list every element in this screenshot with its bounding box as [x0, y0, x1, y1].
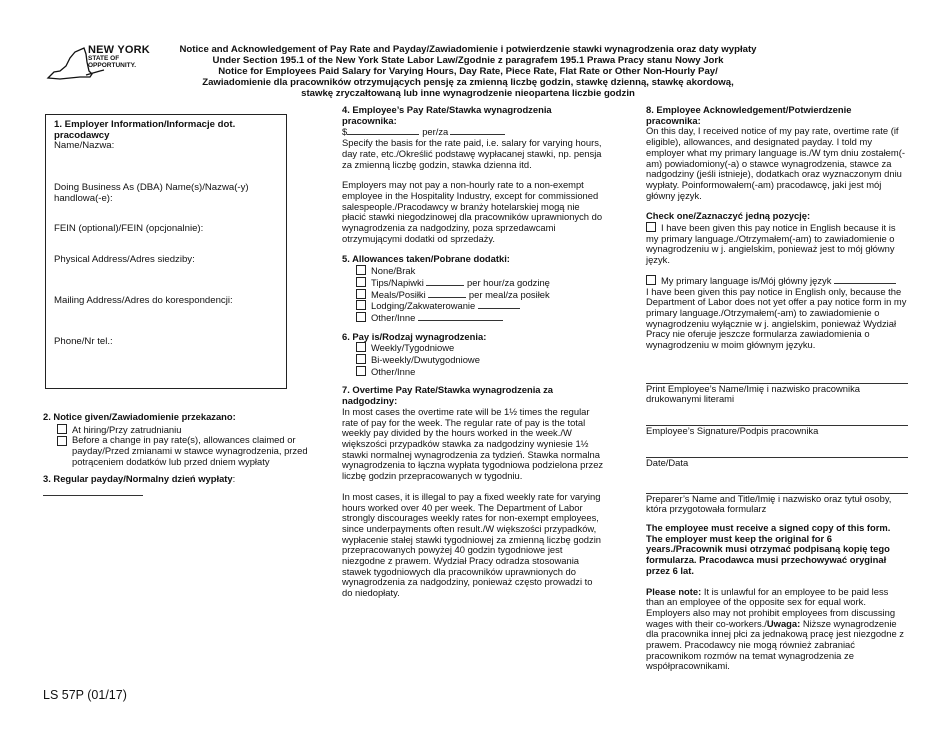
pay-biweekly-checkbox[interactable]	[356, 354, 366, 364]
acknowledgement-title: 8. Employee Acknowledgement/Potwierdzenie pracownika:	[646, 104, 852, 126]
allowance-none-checkbox[interactable]	[356, 265, 366, 275]
allowance-other-label: Other/Inne	[371, 311, 416, 323]
regular-payday-title: 3. Regular payday/Normalny dzień wypłaty	[43, 473, 233, 484]
at-hiring-checkbox[interactable]	[57, 424, 67, 434]
name-field[interactable]: Name/Nazwa:	[54, 140, 115, 151]
please-note-text: It is unlawful for an employee to be paid less than an employee of the opposite sex for equal work. Employers also may not prohibit employees from discussing wages with their co-workers./	[646, 585, 896, 629]
header-line: Notice for Employees Paid Salary for Varying Hours, Day Rate, Piece Rate, Flat Rate or Other Non-Hourly Pay/	[218, 66, 718, 77]
meals-amount-input[interactable]	[428, 289, 466, 298]
pay-rate-title: 4. Employee’s Pay Rate/Stawka wynagrodzenia pracownika:	[342, 104, 552, 126]
allowance-lodging-label: Lodging/Zakwaterowanie	[371, 300, 476, 312]
header-line: Zawiadomienie dla pracowników otrzymujących pensję za zmienną liczbę godzin, stawkę dzienną, stawkę akordową,	[202, 77, 734, 88]
pay-other-checkbox[interactable]	[356, 366, 366, 376]
other-language-checkbox[interactable]	[646, 275, 656, 285]
per-label: per/za	[422, 126, 449, 138]
mailing-address-field[interactable]: Mailing Address/Adres do korespondencji:	[54, 295, 233, 306]
pay-weekly-label: Weekly/Tygodniowe	[371, 342, 455, 354]
dollar-sign: $	[342, 126, 348, 138]
logo-state-of: STATE OF	[88, 55, 120, 62]
check-one-title: Check one/Zaznaczyć jedną pozycję:	[646, 210, 811, 222]
allowance-lodging-checkbox[interactable]	[356, 300, 366, 310]
pay-weekly-checkbox[interactable]	[356, 342, 366, 352]
allowance-meals-label: Meals/Posiłki	[371, 288, 426, 300]
overtime-title: 7. Overtime Pay Rate/Stawka wynagrodzenia za nadgodziny:	[342, 384, 554, 407]
date-label: Date/Data	[646, 456, 689, 468]
allowance-tips-checkbox[interactable]	[356, 277, 366, 287]
signature-label: Employee’s Signature/Podpis pracownika	[646, 425, 819, 437]
meals-rate-label: per meal/za posiłek	[468, 288, 550, 300]
phone-field[interactable]: Phone/Nr tel.:	[54, 336, 113, 347]
employer-info-title: 1. Employer Information/Informacje dot. pracodawcy	[54, 119, 236, 141]
other-language-text: I have been given this pay notice in English only, because the Department of Labor does not yet offer a pay notice form in my primary language./Otrzymałem(-am) to zawiadomienie o wynagrodzeniu wyłącznie w j. angielskim, ponieważ Wydział Pracy nie oferuje jeszcze formularza zawiadomienia o wynagrodzeniu w moim głównym języku.	[646, 285, 907, 351]
pay-rate-input[interactable]	[347, 126, 419, 135]
hospitality-note: Employers may not pay a non-hourly rate to a non-exempt employee in the Hospitality Industry, except for commissioned salespeople./Pracodawcy w branży hotelarskiej mogą nie płacić stawki niegodzinowej dla pracowników uprawnionych do wynagrodzenia za nadgodziny, poza sprzedawcami otrzymującymi dodatki od sprzedaży.	[342, 179, 603, 244]
form-header	[178, 44, 758, 99]
overtime-paragraph-2: In most cases, it is illegal to pay a fixed weekly rate for varying hours worked over 40 per week. The Department of Labor strongly discourages weekly rates for non-exempt employees, since underpayments often result./W większości przypadków, wypłacenie stałej stawki tygodniowej za zmienną liczbę godzin przepracowanych powyżej 40 godzin tygodniowe jest niezgodne z prawem. Wydział Pracy odradza stosowania stawek tygodniowych dla pracowników uprawnionych do wynagrodzenia za nadgodziny, ponieważ często prowadzi to do niedopłaty.	[342, 490, 601, 599]
before-change-label: Before a change in pay rate(s), allowances claimed or payday/Przed zmianami w stawce wynagrodzenia, przed potrąceniem dodatków lub przed dniem wypłaty	[72, 434, 308, 467]
physical-address-field[interactable]: Physical Address/Adres siedziby:	[54, 254, 195, 265]
english-primary-checkbox[interactable]	[646, 222, 656, 232]
signed-copy-notice: The employee must receive a signed copy of this form. The employer must keep the original for 6 years./Pracownik musi otrzymać podpisaną kopię tego formularza. Pracodawca musi przechowywać oryginał przez 6 lat.	[646, 521, 891, 576]
lodging-amount-input[interactable]	[478, 300, 520, 309]
header-line: stawkę zryczałtowaną lub inne wynagrodzenie nieopartena liczbie godzin	[301, 88, 635, 99]
logo-ny: NEW YORK	[88, 44, 150, 56]
at-hiring-label: At hiring/Przy zatrudnianiu	[72, 423, 182, 435]
pay-basis-input[interactable]	[450, 126, 505, 135]
allowance-meals-checkbox[interactable]	[356, 289, 366, 299]
primary-language-input[interactable]	[834, 275, 896, 284]
other-language-label: My primary language is/Mój główny język	[661, 274, 832, 286]
uwaga-label: Uwaga:	[766, 617, 801, 629]
regular-payday-section	[43, 474, 313, 496]
employer-info-box	[45, 114, 287, 389]
pay-other-label: Other/Inne	[371, 365, 416, 377]
allowance-none-label: None/Brak	[371, 265, 416, 277]
pay-biweekly-label: Bi-weekly/Dwutygodniowe	[371, 354, 480, 366]
form-id: LS 57P (01/17)	[43, 688, 127, 702]
tips-rate-label: per hour/za godzinę	[467, 276, 550, 288]
preparer-label: Preparer’s Name and Title/Imię i nazwisko oraz tytuł osoby, która przygotowała formularz	[646, 492, 892, 515]
english-primary-label: I have been given this pay notice in English because it is my primary language./Otrzymałem(-am) to zawiadomienie o wynagrodzeniu w j. angielskim, ponieważ jest to mój główny język.	[646, 222, 896, 266]
pay-type-title: 6. Pay is/Rodzaj wynagrodzenia:	[342, 330, 487, 342]
pay-rate-column	[342, 105, 604, 609]
allowance-other-input[interactable]	[418, 312, 503, 321]
fein-field[interactable]: FEIN (optional)/FEIN (opcjonalnie):	[54, 223, 204, 234]
before-change-checkbox[interactable]	[57, 436, 67, 446]
regular-payday-colon: :	[232, 473, 236, 484]
equal-pay-notice	[646, 587, 908, 673]
allowance-other-checkbox[interactable]	[356, 312, 366, 322]
notice-given-title: 2. Notice given/Zawiadomienie przekazano:	[43, 411, 236, 422]
logo-text	[88, 46, 150, 69]
header-line: Under Section 195.1 of the New York State Labor Law/Zgodnie z paragrafem 195.1 Prawa Pracy stanu Nowy Jork	[212, 55, 724, 66]
notice-given-section	[43, 412, 313, 468]
uwaga-text: Niższe wynagrodzenie dla pracownika innej płci za jednakową pracę jest niezgodne z prawem. Pracodawcy nie mogą również zabraniać pracownikom rozmów na temat wynagrodzenia ze współpracownikami.	[646, 617, 904, 672]
acknowledgement-text: On this day, I received notice of my pay rate, overtime rate (if eligible), allowances, and designated payday. I told my employer what my primary language is./W tym dniu zostałem(-am) powiadomiony(-a) o stawce wynagrodzenia, stawce za nadgodziny (jeśli istnieje), dodatkach oraz wyznaczonym dniu wypłaty. Poinformowałem(-am) pracodawcę, jaki jest mój główny język.	[646, 125, 905, 201]
logo-opportunity: OPPORTUNITY.	[88, 62, 137, 69]
header-line: Notice and Acknowledgement of Pay Rate and Payday/Zawiadomienie i potwierdzenie stawki wynagrodzenia oraz daty wypłaty	[179, 44, 757, 55]
dba-field[interactable]: Doing Business As (DBA) Name(s)/Nazwa(-y) handlowa(-e):	[54, 182, 249, 204]
print-name-label: Print Employee’s Name/Imię i nazwisko pracownika drukowanymi literami	[646, 382, 860, 405]
pay-basis-instructions: Specify the basis for the rate paid, i.e. salary for varying hours, day rate, etc./Określić podstawę wypłacanej stawki, np. pensja za zmienną liczbę godzin, stawka dzienna itd.	[342, 137, 602, 170]
overtime-paragraph-1: In most cases the overtime rate will be 1½ times the regular rate of pay for the week. The regular rate of pay is the total weekly pay divided by the hours worked in the week./W większości przypadków stawka za nadgodziny wyniesie 1½ stawki normalnej wynagrodzenia za tydzień. Stawka normalna wynagrodzenia to łączna wypłata tygodniowa podzielona przez liczbę godzin przepracowanych w tygodniu.	[342, 405, 604, 482]
allowances-title: 5. Allowances taken/Pobrane dodatki:	[342, 253, 510, 265]
please-note-label: Please note:	[646, 585, 702, 597]
allowance-tips-label: Tips/Napiwki	[371, 276, 424, 288]
tips-amount-input[interactable]	[426, 277, 464, 286]
acknowledgement-column	[646, 105, 908, 682]
regular-payday-input[interactable]	[43, 485, 143, 496]
